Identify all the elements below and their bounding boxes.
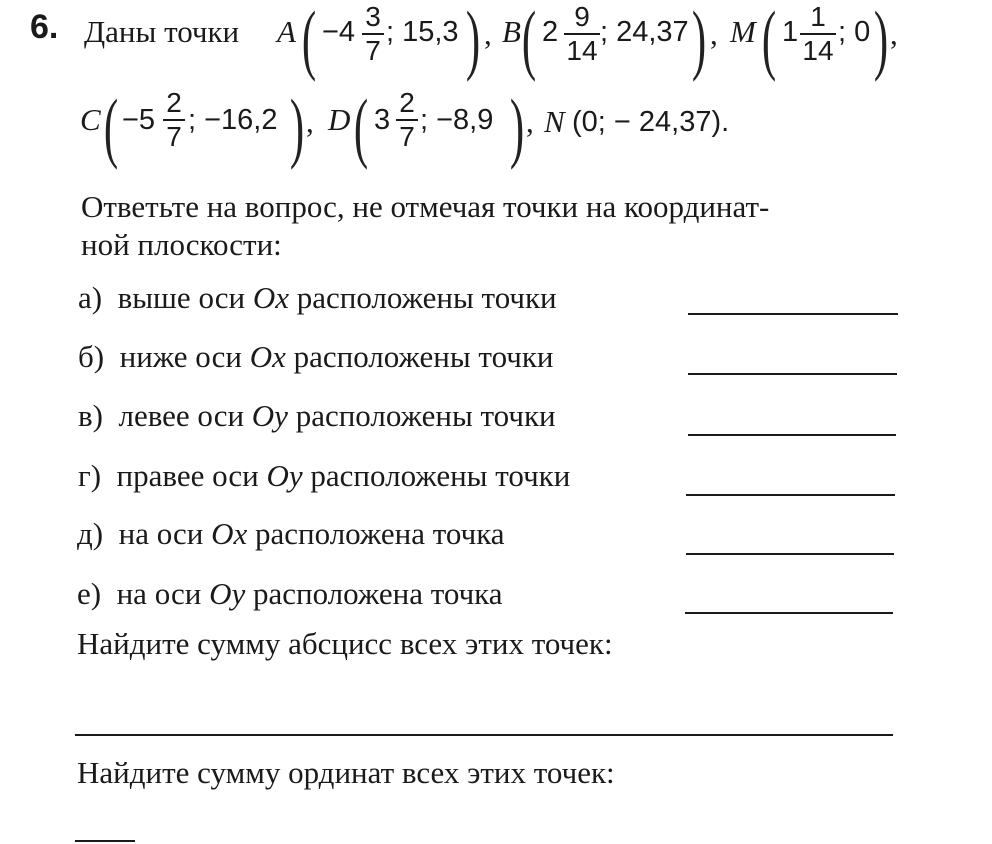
item-a bbox=[78, 280, 557, 316]
item-axis: Ox bbox=[211, 516, 248, 551]
point-c-numerator: 2 bbox=[166, 87, 182, 118]
point-c-close-paren: ) bbox=[289, 83, 305, 170]
item-letter: б) bbox=[78, 339, 105, 374]
item-letter: а) bbox=[78, 280, 103, 315]
point-a-y: ; 15,3 bbox=[386, 16, 459, 48]
point-m-denominator: 14 bbox=[802, 35, 834, 66]
intro-text: Даны точки bbox=[84, 14, 240, 49]
comma: , bbox=[306, 104, 314, 139]
comma: , bbox=[710, 16, 718, 51]
item-axis: Ox bbox=[249, 339, 286, 374]
point-a-numerator: 3 bbox=[365, 1, 381, 32]
answer-blank-v[interactable] bbox=[688, 434, 896, 436]
item-letter: в) bbox=[78, 398, 103, 433]
point-b-close-paren: ) bbox=[691, 0, 707, 82]
item-post: расположена точка bbox=[252, 576, 503, 611]
point-a-whole: −4 bbox=[322, 16, 356, 48]
item-axis: Ox bbox=[252, 280, 289, 315]
point-d-name: D bbox=[328, 102, 351, 137]
point-b-denominator: 14 bbox=[566, 35, 598, 66]
point-b-open-paren: ( bbox=[521, 0, 537, 82]
comma: , bbox=[890, 16, 898, 51]
item-g bbox=[78, 458, 570, 494]
point-a-denominator: 7 bbox=[365, 35, 381, 66]
item-letter: д) bbox=[77, 516, 104, 551]
comma: , bbox=[484, 16, 492, 51]
item-pre: на оси bbox=[118, 516, 204, 551]
point-m-close-paren: ) bbox=[873, 0, 889, 82]
sum-ordinate-answer-line[interactable] bbox=[75, 840, 135, 842]
item-letter: г) bbox=[78, 458, 102, 493]
point-c-name: C bbox=[80, 102, 101, 137]
item-b bbox=[78, 339, 554, 375]
point-c-whole: −5 bbox=[122, 104, 156, 136]
item-d bbox=[77, 516, 505, 552]
item-e bbox=[77, 576, 503, 612]
item-axis: Oy bbox=[209, 576, 246, 611]
answer-blank-e[interactable] bbox=[685, 612, 893, 614]
point-d-y: ; −8,9 bbox=[420, 104, 494, 136]
point-d-open-paren: ( bbox=[353, 83, 369, 170]
sum-ordinate-prompt: Найдите сумму ординат всех этих точек: bbox=[77, 755, 615, 790]
item-pre: ниже оси bbox=[119, 339, 242, 374]
point-m-fraction bbox=[800, 2, 836, 66]
point-c-open-paren: ( bbox=[103, 83, 119, 170]
item-axis: Oy bbox=[251, 398, 288, 433]
item-pre: на оси bbox=[116, 576, 202, 611]
answer-blank-d[interactable] bbox=[686, 553, 894, 555]
item-axis: Oy bbox=[266, 458, 303, 493]
answer-blank-b[interactable] bbox=[688, 373, 897, 375]
sum-abscissa-answer-line[interactable] bbox=[75, 734, 893, 736]
question-line-1: Ответьте на вопрос, не отмечая точки на координат- bbox=[81, 189, 770, 224]
point-b-name: B bbox=[502, 14, 521, 49]
point-d-denominator: 7 bbox=[399, 121, 415, 152]
point-d-fraction bbox=[396, 88, 418, 152]
answer-blank-a[interactable] bbox=[688, 313, 898, 315]
item-v bbox=[78, 398, 556, 434]
item-pre: выше оси bbox=[117, 280, 246, 315]
point-c-y: ; −16,2 bbox=[188, 104, 278, 136]
point-a-fraction bbox=[362, 2, 384, 66]
point-d-numerator: 2 bbox=[399, 87, 415, 118]
point-b-numerator: 9 bbox=[574, 1, 590, 32]
item-post: расположены точки bbox=[293, 339, 554, 374]
point-d-whole: 3 bbox=[374, 104, 391, 136]
point-m-open-paren: ( bbox=[761, 0, 777, 82]
item-letter: е) bbox=[77, 576, 102, 611]
point-a-close-paren: ) bbox=[465, 0, 481, 82]
point-n-coords: (0; − 24,37). bbox=[572, 106, 730, 138]
point-b-fraction bbox=[564, 2, 600, 66]
point-m-name: M bbox=[730, 14, 756, 49]
point-b-y: ; 24,37 bbox=[600, 16, 689, 48]
point-d-close-paren: ) bbox=[509, 83, 525, 170]
point-a-open-paren: ( bbox=[301, 0, 317, 82]
question-line-2: ной плоскости: bbox=[81, 227, 282, 262]
point-b-whole: 2 bbox=[542, 16, 559, 48]
item-post: расположены точки bbox=[295, 398, 556, 433]
item-post: расположены точки bbox=[296, 280, 557, 315]
comma: , bbox=[526, 104, 534, 139]
task-number: 6. bbox=[30, 8, 59, 46]
point-m-whole: 1 bbox=[782, 16, 799, 48]
item-pre: правее оси bbox=[116, 458, 259, 493]
point-m-y: ; 0 bbox=[838, 16, 871, 48]
item-pre: левее оси bbox=[118, 398, 245, 433]
point-m-numerator: 1 bbox=[810, 1, 826, 32]
item-post: расположены точки bbox=[310, 458, 571, 493]
item-post: расположена точка bbox=[255, 516, 505, 551]
answer-blank-g[interactable] bbox=[686, 494, 895, 496]
point-n-name: N bbox=[544, 104, 565, 139]
point-c-denominator: 7 bbox=[166, 121, 182, 152]
point-c-fraction bbox=[163, 88, 185, 152]
sum-abscissa-prompt: Найдите сумму абсцисс всех этих точек: bbox=[77, 626, 613, 661]
point-a-name: A bbox=[277, 14, 296, 49]
